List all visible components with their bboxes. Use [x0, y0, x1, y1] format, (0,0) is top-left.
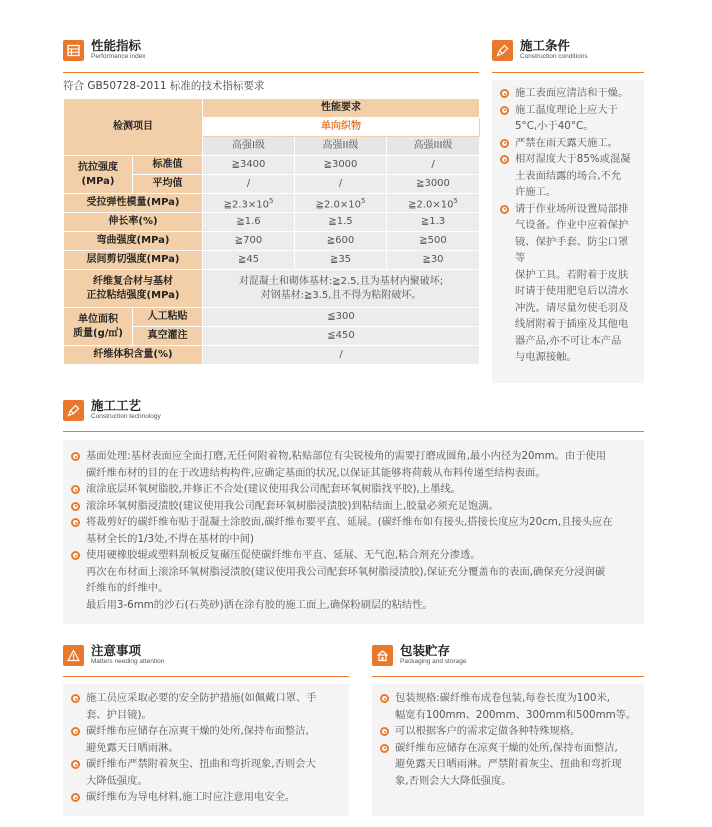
- performance-title: 性能指标: [91, 38, 142, 53]
- conditions-panel: [492, 80, 644, 383]
- std-value-3: /: [387, 156, 480, 175]
- process-step-text: 最后用3-6mm的沙石(石英砂)洒在涂有胶的施工面上,确保粉刷层的粘结性。: [86, 598, 433, 611]
- bond-value-line2: 对钢基材:≧3.5,且不得为粘附破坏。: [260, 289, 422, 301]
- performance-divider: [63, 72, 479, 73]
- condition-item-text: 施工温度理论上应大于: [515, 103, 618, 116]
- condition-item-text: 严禁在雨天露天施工。: [515, 136, 618, 149]
- process-step-text: 将裁剪好的碳纤维布贴于混凝土涂胶面,碳纤维布要平直、延展。(碳纤维布如有接头,搭接长度应为20cm,且接头应在: [86, 516, 613, 528]
- standard-note: 符合 GB50728-2011 标准的技术指标要求: [63, 80, 265, 92]
- shear-label: 层间剪切强度(MPa): [64, 251, 203, 270]
- condition-item-cont: [497, 316, 638, 333]
- performance-header: [63, 40, 146, 61]
- test-item-header: 检测项目: [64, 99, 203, 156]
- fiber-vol-label: 纤维体积含量(%): [64, 346, 203, 365]
- bond-label: [64, 270, 203, 308]
- precaution-item: [68, 690, 343, 707]
- bullet-icon: [380, 727, 389, 736]
- bullet-icon: [500, 139, 509, 148]
- precaution-item: [68, 756, 343, 773]
- brush-icon: [492, 40, 513, 61]
- bending-value-2: ≧600: [295, 232, 387, 251]
- condition-item-cont: [497, 217, 638, 234]
- condition-item-text: 冲洗。请尽量勿使毛羽及: [515, 301, 629, 314]
- elongation-value-1: ≧1.6: [203, 213, 295, 232]
- precaution-item: [68, 723, 343, 740]
- elongation-label: 伸长率(%): [64, 213, 203, 232]
- bending-value-1: ≧700: [203, 232, 295, 251]
- fiber-vol-value: /: [203, 346, 480, 365]
- packaging-list: [377, 690, 638, 789]
- bond-label-line1: 纤维复合材与基材: [93, 275, 173, 287]
- condition-item-text: 5°C,小于40°C。: [515, 120, 594, 132]
- modulus-base-3: ≧2.0×10: [408, 199, 454, 211]
- condition-item-text: 线屑附着于插座及其他电: [515, 318, 629, 330]
- condition-item-cont: [497, 283, 638, 300]
- process-step-text: 基材全长的1/3处,不得在基材的中间): [86, 532, 255, 545]
- bullet-icon: [380, 744, 389, 753]
- vacuum-label: 真空灌注: [133, 327, 203, 346]
- grade-1: 高强I级: [203, 137, 295, 156]
- condition-item-text: 时请于使用肥皂后以清水: [515, 285, 629, 297]
- precaution-item-text: 避免露天日晒雨淋。: [86, 741, 179, 754]
- process-divider: [63, 431, 644, 432]
- process-step-cont: [68, 531, 636, 548]
- packaging-item-text: 象,否则会大大降低强度。: [395, 774, 512, 787]
- condition-item-text: 气设备。作业中应着保护: [515, 219, 629, 231]
- conditions-divider: [492, 72, 644, 73]
- condition-item: [497, 201, 638, 218]
- avg-value-3: ≧3000: [387, 175, 480, 194]
- packaging-title: 包装贮存: [400, 643, 451, 658]
- bullet-icon: [71, 502, 80, 511]
- process-step-cont: [68, 580, 636, 597]
- condition-item-text: 镜、保护手套、防尘口罩等: [515, 235, 629, 264]
- packaging-item: [377, 723, 638, 740]
- std-value-2: ≧3000: [295, 156, 387, 175]
- unit-area-label-line2: 质量(g/㎡): [73, 327, 123, 339]
- bullet-icon: [71, 551, 80, 560]
- conditions-header: [492, 40, 588, 61]
- vacuum-value: ≦450: [203, 327, 480, 346]
- condition-item-text: 相对湿度大于85%或混凝: [515, 153, 631, 165]
- packaging-item: [377, 740, 638, 757]
- process-subtitle: Construction technology: [91, 413, 161, 420]
- process-step: [68, 448, 636, 465]
- packaging-item-text: 可以根据客户的需求定做各种特殊规格。: [395, 725, 581, 737]
- bullet-icon: [71, 727, 80, 736]
- bullet-icon: [71, 485, 80, 494]
- modulus-exp-3: 5: [453, 197, 458, 205]
- condition-item-cont: [497, 234, 638, 267]
- precaution-item-text: 碳纤维布为导电材料,施工时应注意用电安全。: [86, 791, 296, 803]
- condition-item-cont: [497, 184, 638, 201]
- brush-icon: [63, 400, 84, 421]
- packaging-panel: [372, 684, 644, 816]
- warning-icon: [63, 645, 84, 666]
- shear-value-1: ≧45: [203, 251, 295, 270]
- condition-item-text: 许施工。: [515, 186, 557, 198]
- condition-item-text: 施工表面应清洁和干燥。: [515, 87, 629, 99]
- spec-table: [63, 98, 480, 365]
- condition-item: [497, 151, 638, 168]
- bond-value: [203, 270, 480, 308]
- process-step-text: 碳纤维布材的目的在于改进结构构件,应确定基面的状况,以保证其能够将荷载从布料传递至结构表面。: [86, 466, 546, 479]
- packaging-item-text: 避免露天日晒雨淋。严禁附着灰尘、扭曲和弯折现: [395, 758, 622, 770]
- process-step-text: 纤维布的纤维中。: [86, 582, 169, 594]
- condition-item-cont: [497, 118, 638, 135]
- condition-item-cont: [497, 349, 638, 366]
- process-step-text: 基面处理:基材表面应全面打磨,无任何附着物,粘贴部位有尖锐棱角的需要打磨成圆角,最小内径为20mm。由于使用: [86, 450, 607, 462]
- precaution-item-text: 大降低强度。: [86, 774, 148, 787]
- condition-item: [497, 135, 638, 152]
- manual-value: ≦300: [203, 308, 480, 327]
- avg-value-2: /: [295, 175, 387, 194]
- bullet-icon: [500, 89, 509, 98]
- process-step: [68, 547, 636, 564]
- bullet-icon: [71, 694, 80, 703]
- condition-item: [497, 102, 638, 119]
- manual-label: 人工粘贴: [133, 308, 203, 327]
- modulus-label: 受拉弹性模量(MPa): [64, 194, 203, 213]
- process-step-text: 滚涂环氧树脂浸渍胶(建议使用我公司配套环氧树脂浸渍胶)到粘结面上,胶量必须充足饱满。: [86, 499, 499, 512]
- unit-area-label-line1: 单位面积: [78, 313, 118, 325]
- precautions-panel: [63, 684, 349, 816]
- bullet-icon: [500, 155, 509, 164]
- bullet-icon: [500, 205, 509, 214]
- modulus-exp-1: 5: [268, 197, 274, 205]
- packaging-divider: [372, 676, 644, 677]
- modulus-base-1: ≧2.3×10: [223, 199, 269, 211]
- process-title: 施工工艺: [91, 398, 142, 413]
- modulus-value-1: [203, 194, 295, 213]
- table-icon: [63, 40, 84, 61]
- condition-item-text: 土表面结露的场合,不允: [515, 169, 622, 182]
- fabric-header: 单向织物: [203, 118, 480, 137]
- condition-item: [497, 85, 638, 102]
- condition-item-cont: [497, 333, 638, 350]
- process-step-text: 再次在布材面上滚涂环氧树脂浸渍胶(建议使用我公司配套环氧树脂浸渍胶),保证充分覆盖布的表面,确保充分浸润碳: [86, 565, 606, 578]
- process-step-cont: [68, 564, 636, 581]
- process-step: [68, 498, 636, 515]
- elongation-value-2: ≧1.5: [295, 213, 387, 232]
- house-icon: [372, 645, 393, 666]
- conditions-title: 施工条件: [520, 38, 571, 53]
- packaging-item-text: 包装规格:碳纤维布成卷包装,每卷长度为100米,: [395, 692, 611, 704]
- modulus-exp-2: 5: [360, 197, 366, 205]
- perf-req-header: 性能要求: [203, 99, 480, 118]
- grade-2: 高强II级: [295, 137, 387, 156]
- precaution-item-text: 套、护目镜)。: [86, 708, 152, 721]
- condition-item-text: 器产品,亦不可让本产品: [515, 334, 622, 347]
- bond-value-line1: 对混凝土和砌体基材:≧2.5,且为基材内聚破坏;: [238, 275, 444, 287]
- process-step-text: 滚涂底层环氧树脂胶,并修正不合处(建议使用我公司配套环氧树脂找平胶),上墨线。: [86, 483, 461, 495]
- process-step-cont: [68, 465, 636, 482]
- performance-subtitle: Performance index: [91, 53, 146, 60]
- precaution-item-text: 碳纤维布严禁附着灰尘、扭曲和弯折现象,否则会大: [86, 758, 316, 770]
- precautions-subtitle: Matters needing attention: [91, 658, 165, 665]
- precautions-divider: [63, 676, 349, 677]
- packaging-item-text: 碳纤维布应储存在凉爽干燥的处所,保持布面整洁,: [395, 741, 618, 754]
- process-step-text: 使用硬橡胶辊或塑料刮板反复碾压促使碳纤维布平直、延展、无气泡,粘合剂充分渗透。: [86, 549, 481, 561]
- process-step: [68, 481, 636, 498]
- avg-value-1: /: [203, 175, 295, 194]
- modulus-value-3: [387, 194, 480, 213]
- packaging-item-cont: [377, 773, 638, 790]
- bullet-icon: [71, 760, 80, 769]
- bullet-icon: [71, 793, 80, 802]
- modulus-base-2: ≧2.0×10: [315, 199, 361, 211]
- shear-value-2: ≧35: [295, 251, 387, 270]
- condition-item-cont: [497, 168, 638, 185]
- tensile-label-line2: (MPa): [81, 175, 115, 187]
- packaging-item-cont: [377, 707, 638, 724]
- bending-label: 弯曲强度(MPa): [64, 232, 203, 251]
- std-value-1: ≧3400: [203, 156, 295, 175]
- precaution-item-cont: [68, 773, 343, 790]
- shear-value-3: ≧30: [387, 251, 480, 270]
- packaging-header: [372, 645, 467, 666]
- packaging-subtitle: Packaging and storage: [400, 658, 467, 665]
- bullet-icon: [380, 694, 389, 703]
- precautions-title: 注意事项: [91, 643, 142, 658]
- precaution-item-cont: [68, 740, 343, 757]
- std-value-label: 标准值: [133, 156, 203, 175]
- condition-item-cont: [497, 267, 638, 284]
- grade-3: 高强III级: [387, 137, 480, 156]
- precaution-item-text: 碳纤维布应储存在凉爽干燥的处所,保持布面整洁,: [86, 725, 309, 737]
- conditions-list: [497, 85, 638, 366]
- condition-item-text: 请于作业场所设置局部排: [515, 202, 629, 215]
- tensile-label: [64, 156, 133, 194]
- condition-item-text: 与电源接触。: [515, 351, 577, 363]
- packaging-item-cont: [377, 756, 638, 773]
- unit-area-label: [64, 308, 133, 346]
- precaution-item-text: 施工员应采取必要的安全防护措施(如佩戴口罩、手: [86, 692, 317, 704]
- bullet-icon: [500, 106, 509, 115]
- precaution-item-cont: [68, 707, 343, 724]
- bullet-icon: [71, 518, 80, 527]
- condition-item-cont: [497, 300, 638, 317]
- bullet-icon: [71, 452, 80, 461]
- conditions-subtitle: Construction conditions: [520, 53, 588, 60]
- avg-value-label: 平均值: [133, 175, 203, 194]
- bending-value-3: ≧500: [387, 232, 480, 251]
- process-list: [68, 448, 636, 613]
- modulus-value-2: [295, 194, 387, 213]
- precautions-header: [63, 645, 164, 666]
- process-header: [63, 400, 161, 421]
- elongation-value-3: ≧1.3: [387, 213, 480, 232]
- condition-item-text: 保护工具。若附着于皮肤: [515, 268, 629, 281]
- packaging-item: [377, 690, 638, 707]
- process-step-cont: [68, 597, 636, 614]
- packaging-item-text: 幅宽有100mm、200mm、300mm和500mm等。: [395, 708, 637, 721]
- precaution-item: [68, 789, 343, 806]
- process-panel: [63, 440, 644, 624]
- tensile-label-line1: 抗拉强度: [78, 161, 118, 173]
- bond-label-line2: 正拉粘结强度(MPa): [86, 289, 180, 301]
- precautions-list: [68, 690, 343, 806]
- process-step: [68, 514, 636, 531]
